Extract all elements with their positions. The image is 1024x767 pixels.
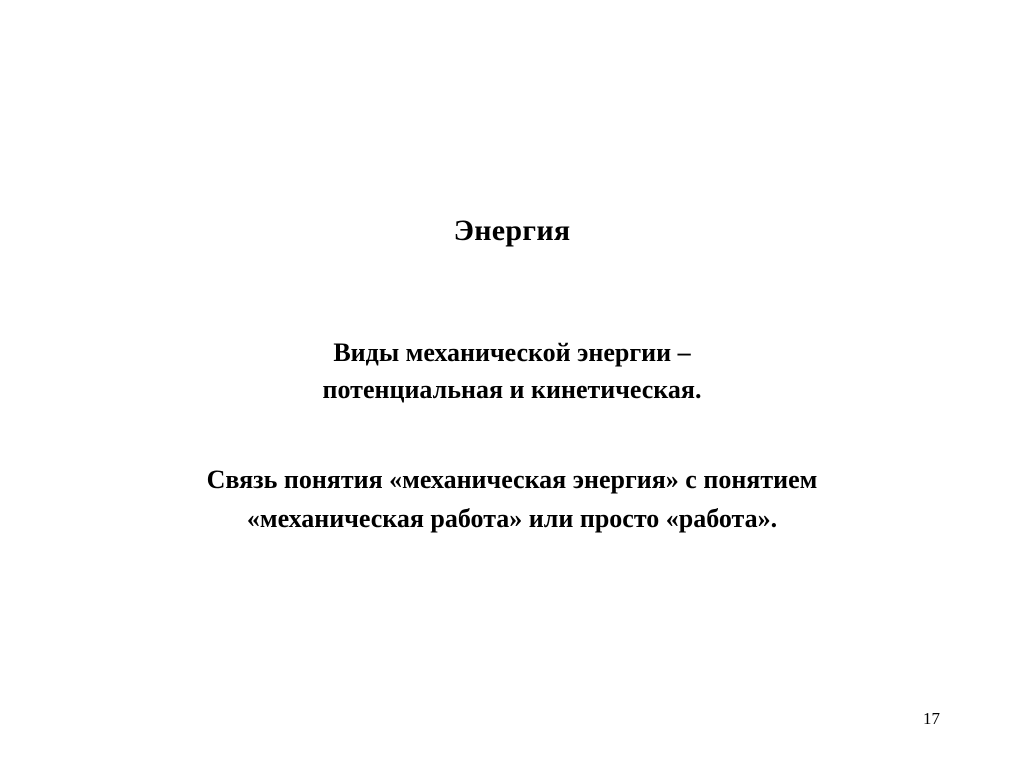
page-number: 17 [923, 709, 940, 728]
paragraph-line: «механическая работа» или просто «работа». [246, 504, 778, 533]
page-title: Энергия [453, 214, 571, 247]
paragraph-line: Связь понятия «механическая энергия» с понятием [206, 465, 818, 494]
paragraph-energy-work-relation [0, 460, 1024, 538]
paragraph-line: потенциальная и кинетическая. [322, 375, 702, 404]
paragraph-energy-types [0, 334, 1024, 408]
paragraph-line: Виды механической энергии – [333, 338, 691, 367]
